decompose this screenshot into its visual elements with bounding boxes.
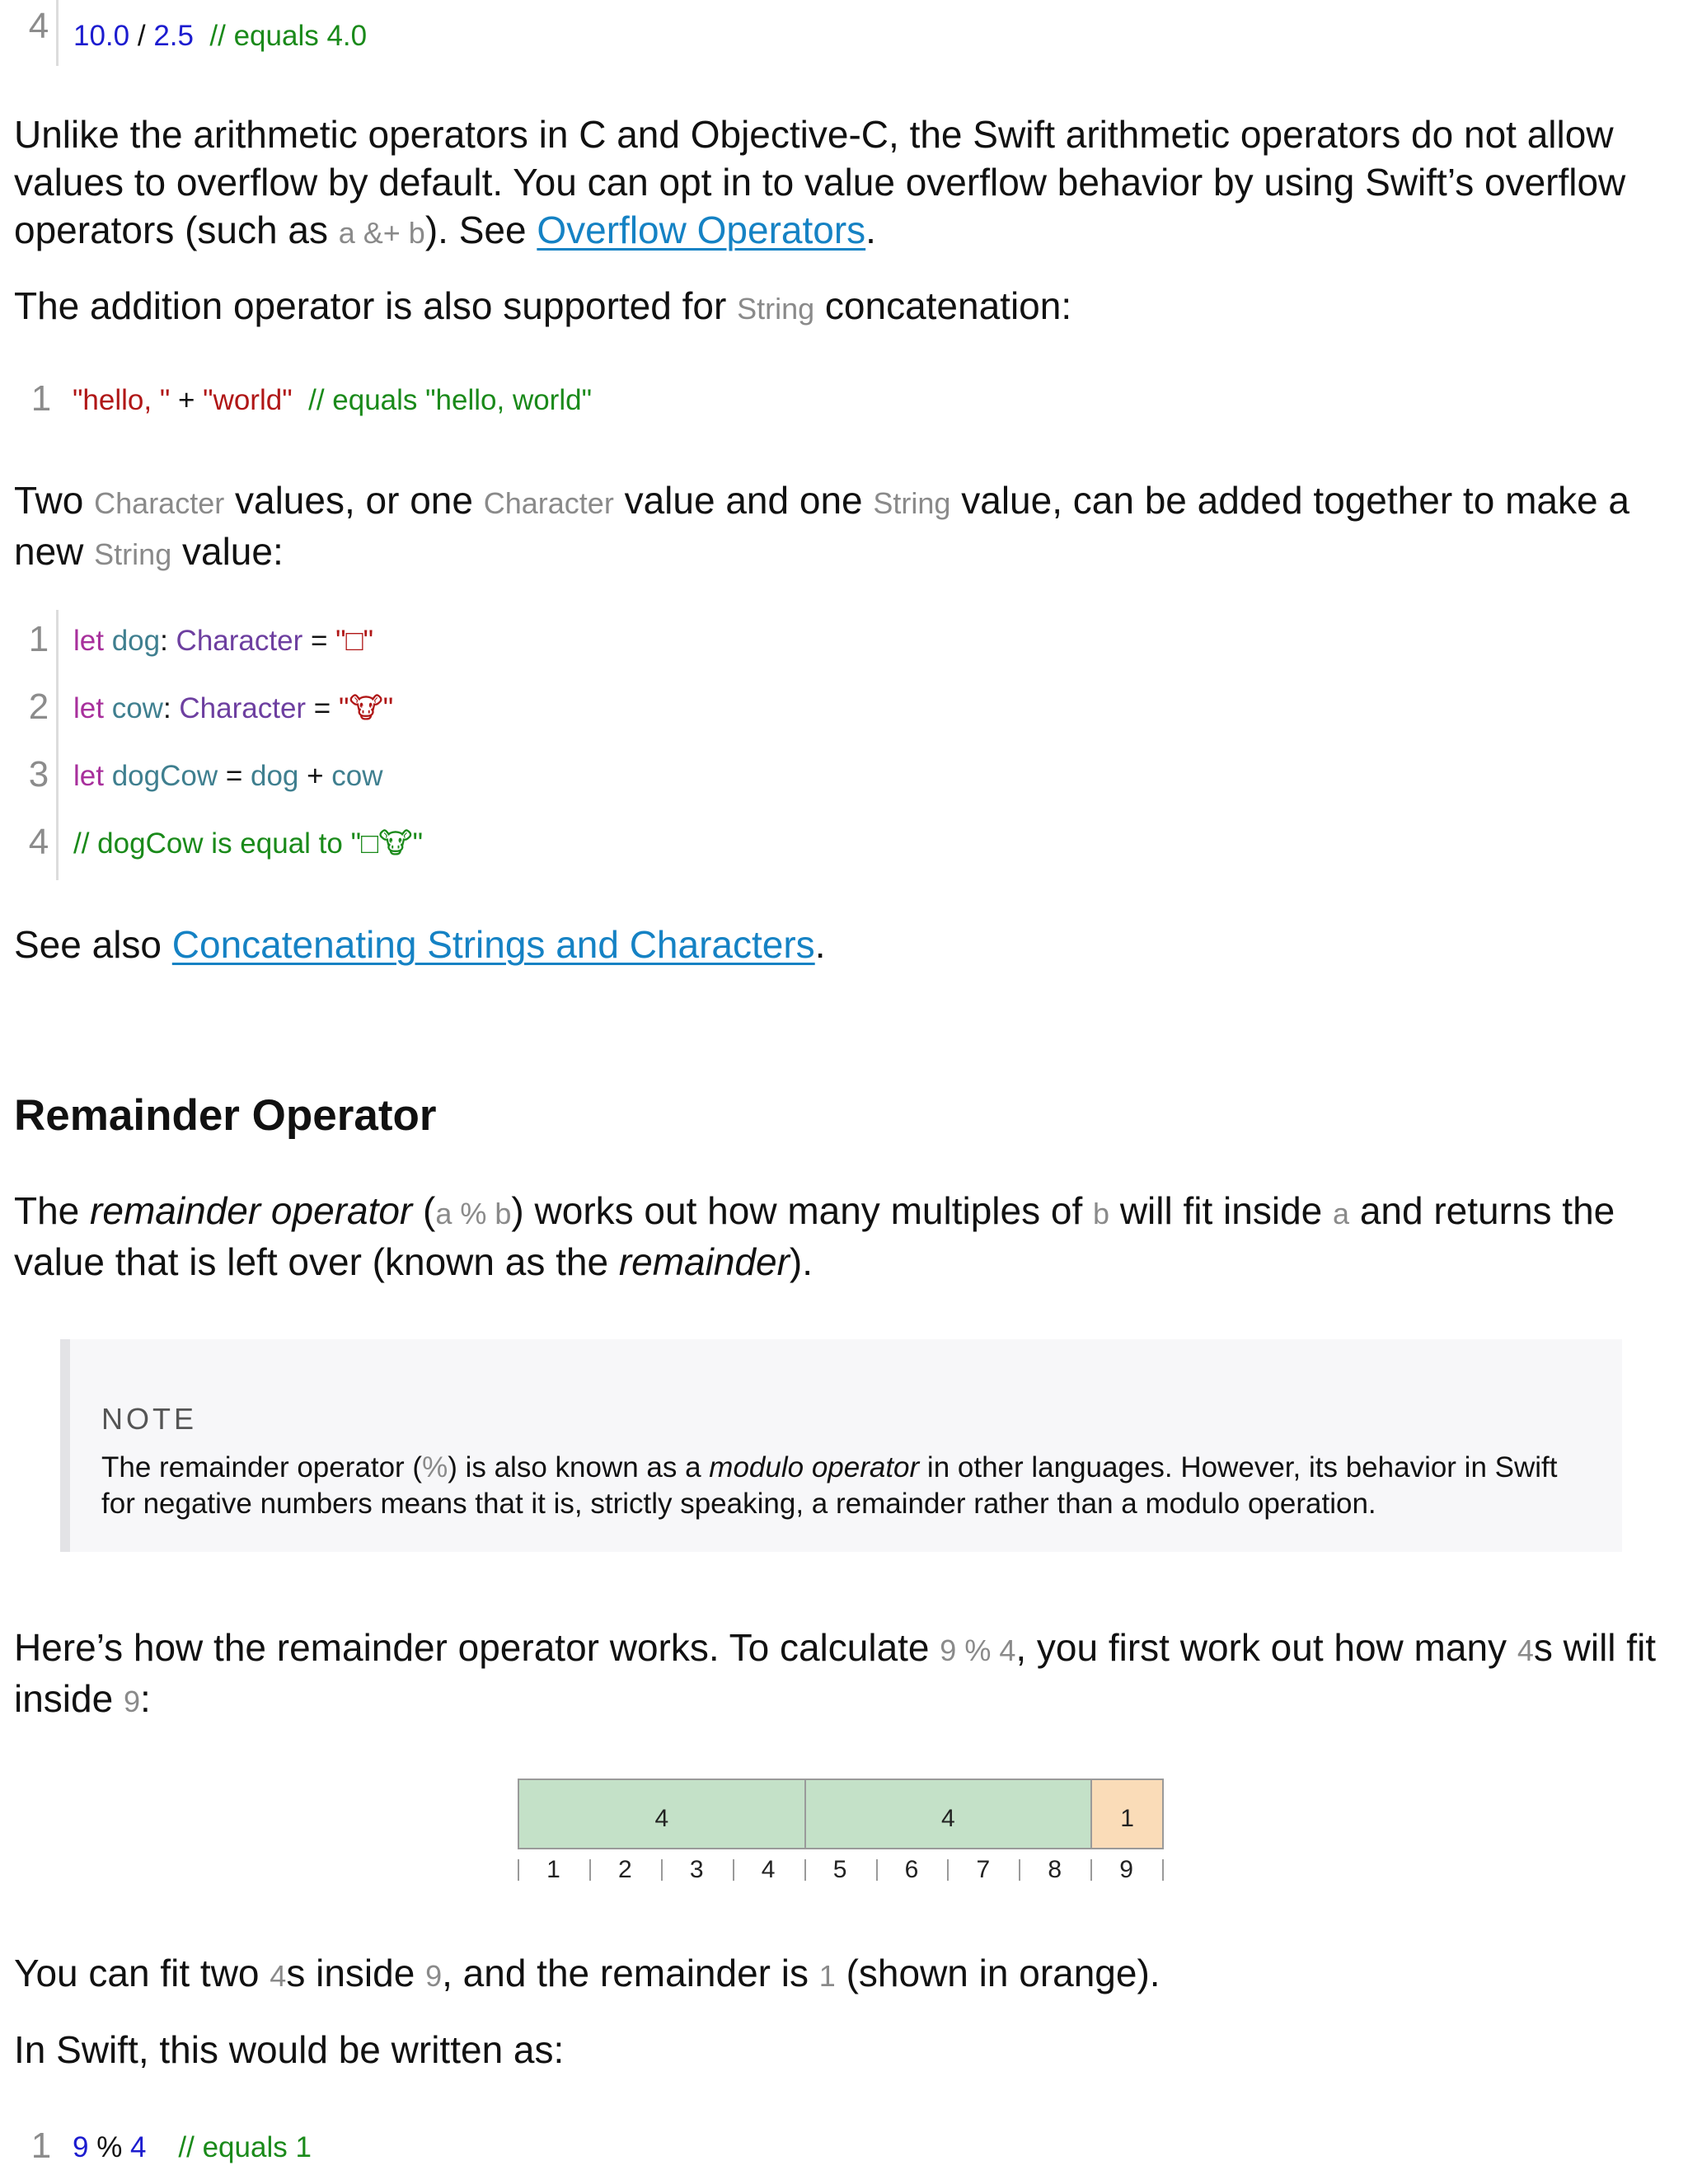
code-text: // dogCow is equal to "□🐮" (73, 827, 423, 860)
line-number: 1 (28, 619, 49, 659)
scale-number: 9 (1119, 1856, 1133, 1883)
concatenating-strings-link[interactable]: Concatenating Strings and Characters (171, 923, 815, 966)
paragraph-in-swift: In Swift, this would be written as: (14, 2028, 565, 2071)
segment-label: 4 (654, 1805, 669, 1832)
segment-label: 4 (941, 1805, 955, 1832)
diagram-segment (1090, 1779, 1164, 1849)
paragraph-string-concat: The addition operator is also supported for String concatenation: (14, 284, 1072, 327)
line-number: 1 (30, 378, 52, 419)
inline-code: a &+ b (338, 216, 425, 250)
scale-number: 8 (1048, 1856, 1062, 1883)
scale-number: 4 (761, 1856, 776, 1883)
note-title: NOTE (101, 1402, 198, 1436)
scale-number: 5 (832, 1856, 847, 1883)
line-number: 3 (28, 754, 49, 794)
code-line (0, 2116, 824, 2184)
scale-number: 2 (617, 1856, 632, 1883)
paragraph-how-works: Here’s how the remainder operator works. To calculate 9 % 4, you first work out how many 4s will fit inside 9: (14, 1626, 1657, 1720)
line-number: 2 (28, 687, 49, 727)
code-text: 10.0 / 2.5 // equals 4.0 (73, 20, 368, 52)
remainder-diagram (518, 1779, 1165, 1886)
inline-code: String (737, 292, 815, 326)
code-block-remainder (0, 2116, 824, 2184)
section-heading: Remainder Operator (14, 1091, 437, 1140)
note-box (60, 1339, 1622, 1552)
code-text: let dogCow = dog + cow (73, 760, 383, 792)
paragraph-overflow: Unlike the arithmetic operators in C and Objective-C, the Swift arithmetic operators do not allow values to overflow by default. You can opt in to value overflow behavior by using Swift’s overflow operators (such as a &+ b). See Overflow Operators. (14, 113, 1626, 251)
line-number: 4 (28, 6, 49, 46)
code-block-dogcow (28, 610, 883, 880)
line-number: 4 (28, 822, 49, 862)
segment-label: 1 (1120, 1805, 1134, 1832)
note-body: The remainder operator (%) is also known as a modulo operator in other languages. However, its behavior in Swift for negative numbers means that it is, strictly speaking, a remainder rather than a modulo operation. (101, 1451, 1558, 1520)
code-block-hello (0, 369, 824, 437)
code-text: "hello, " + "world" // equals "hello, world" (73, 384, 593, 416)
code-text: let dog: Character = "□" (73, 625, 374, 657)
diagram-segment (804, 1779, 1093, 1849)
scale-number: 7 (976, 1856, 991, 1883)
paragraph-see-also: See also Concatenating Strings and Characters. (14, 923, 826, 966)
scale-number: 1 (546, 1856, 560, 1883)
line-number: 1 (30, 2125, 52, 2166)
code-line (28, 610, 883, 677)
code-line (28, 0, 883, 66)
overflow-operators-link[interactable]: Overflow Operators (537, 209, 866, 251)
scale-tick (1162, 1859, 1164, 1881)
scale-number: 3 (689, 1856, 704, 1883)
code-line (0, 369, 824, 437)
code-line (28, 745, 883, 813)
diagram-segment (518, 1779, 806, 1849)
code-line (28, 677, 883, 745)
code-line (28, 813, 883, 880)
code-block-division (28, 0, 883, 66)
paragraph-fit: You can fit two 4s inside 9, and the remainder is 1 (shown in orange). (14, 1952, 1160, 1994)
code-text: let cow: Character = "🐮" (73, 692, 394, 724)
paragraph-character: Two Character values, or one Character value and one String value, can be added together to make a new String value: (14, 479, 1629, 573)
code-text: 9 % 4 // equals 1 (73, 2131, 312, 2163)
paragraph-remainder: The remainder operator (a % b) works out how many multiples of b will fit inside a and returns the value that is left over (known as the remainder). (14, 1189, 1615, 1283)
scale-number: 6 (904, 1856, 919, 1883)
